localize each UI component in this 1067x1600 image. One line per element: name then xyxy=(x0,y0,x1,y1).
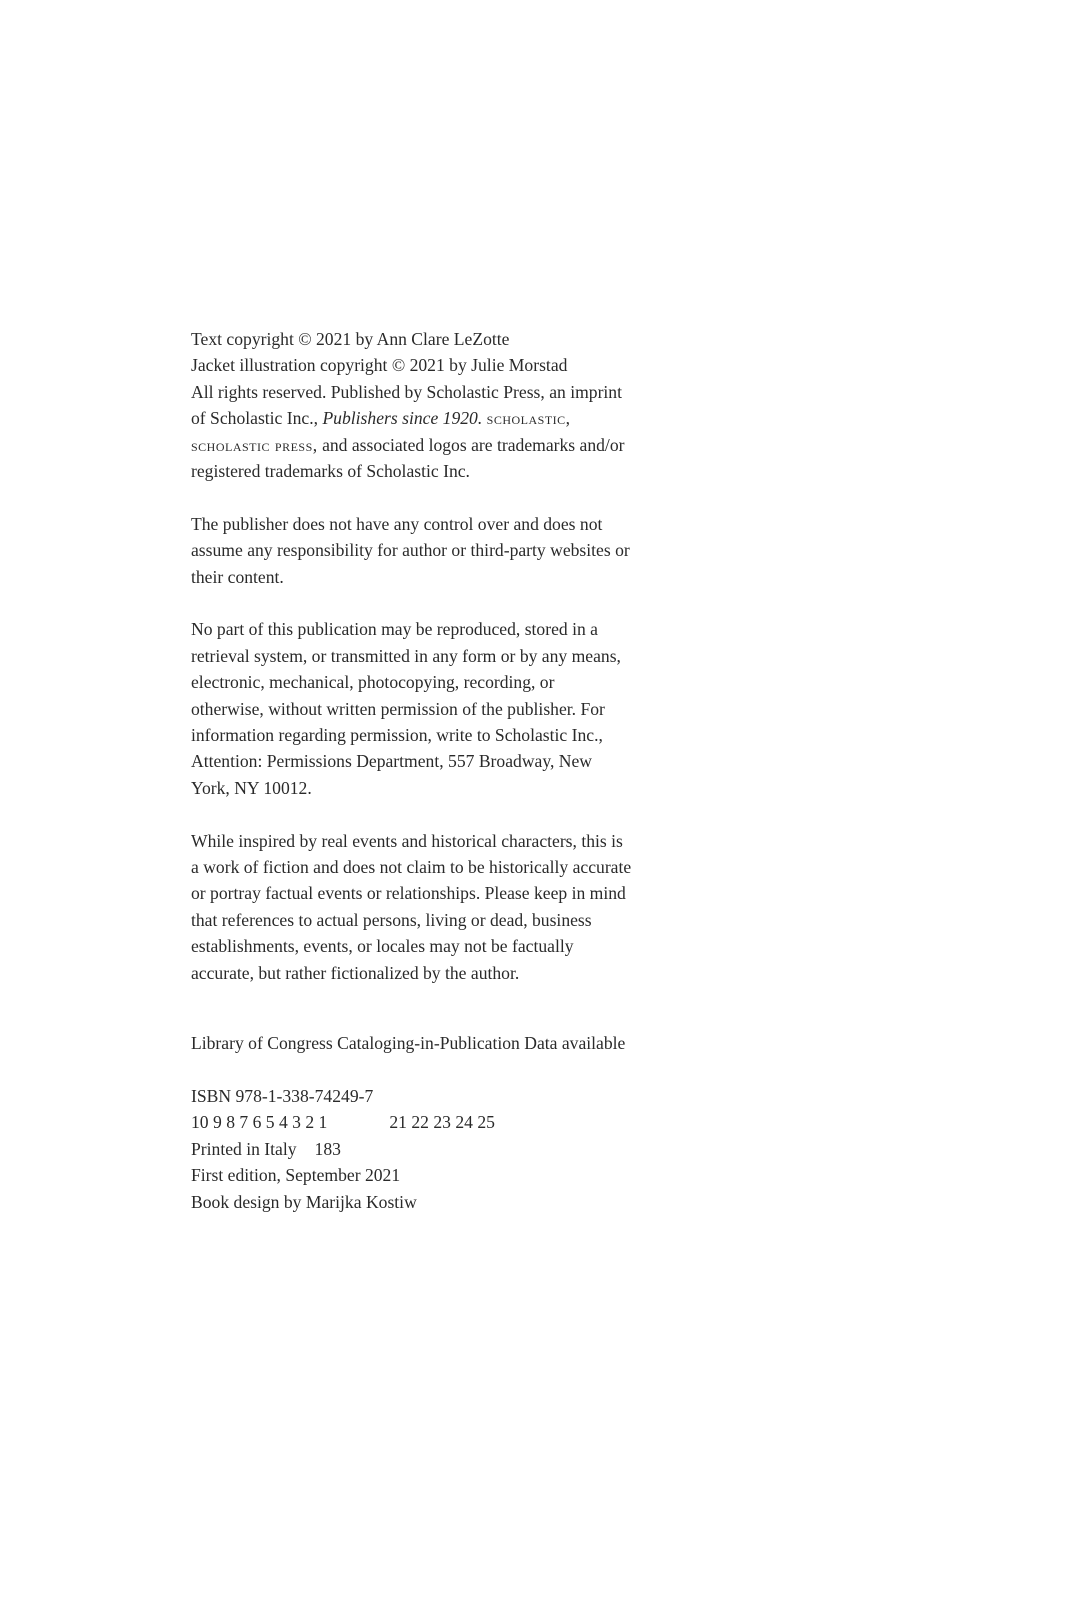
disclaimer-line: assume any responsibility for author or third-party websites or xyxy=(191,540,630,561)
fiction-notice xyxy=(191,828,671,986)
trademark-line xyxy=(191,432,671,458)
publication-details xyxy=(191,1083,671,1215)
permissions-line: electronic, mechanical, photocopying, recording, or xyxy=(191,672,555,693)
permissions-line: Attention: Permissions Department, 557 Broadway, New xyxy=(191,751,593,772)
trademark-scholastic: scholastic, xyxy=(486,408,571,429)
rights-line: All rights reserved. Published by Scholastic Press, an imprint xyxy=(191,381,622,402)
jacket-copyright-line: Jacket illustration copyright © 2021 by Julie Morstad xyxy=(191,355,568,376)
text-copyright-line: Text copyright © 2021 by Ann Clare LeZotte xyxy=(191,329,510,349)
cip-line: Library of Congress Cataloging-in-Publication Data available xyxy=(191,1033,626,1054)
website-disclaimer xyxy=(191,511,671,590)
printed-code: 183 xyxy=(314,1138,341,1159)
trademark-scholastic-press: scholastic press, xyxy=(191,434,318,455)
year-numbers: 21 22 23 24 25 xyxy=(389,1112,495,1133)
edition-line: First edition, September 2021 xyxy=(191,1165,401,1186)
permissions-line: otherwise, without written permission of the publisher. For xyxy=(191,698,605,719)
fiction-line: or portray factual events or relationships. Please keep in mind xyxy=(191,883,626,904)
permissions-line: retrieval system, or transmitted in any form or by any means, xyxy=(191,645,621,666)
printed-in-line xyxy=(191,1136,671,1162)
disclaimer-line: their content. xyxy=(191,566,284,587)
copyright-notice xyxy=(191,326,671,484)
permissions-notice xyxy=(191,616,671,801)
publisher-tagline: Publishers since 1920. xyxy=(322,408,483,429)
permissions-line: York, NY 10012. xyxy=(191,777,312,798)
publisher-line xyxy=(191,405,671,431)
registered-trademark-line: registered trademarks of Scholastic Inc. xyxy=(191,461,470,482)
copyright-page xyxy=(191,326,671,1215)
fiction-line: accurate, but rather fictionalized by the author. xyxy=(191,962,520,983)
disclaimer-line: The publisher does not have any control over and does not xyxy=(191,513,603,534)
fiction-line: While inspired by real events and historical characters, this is xyxy=(191,830,623,851)
trademark-text: and associated logos are trademarks and/or xyxy=(317,434,625,455)
fiction-line: that references to actual persons, living or dead, business xyxy=(191,909,592,930)
cip-notice xyxy=(191,1030,671,1056)
design-credit: Book design by Marijka Kostiw xyxy=(191,1191,417,1212)
permissions-line: No part of this publication may be reproduced, stored in a xyxy=(191,619,598,640)
isbn: ISBN 978-1-338-74249-7 xyxy=(191,1085,374,1106)
permissions-line: information regarding permission, write to Scholastic Inc., xyxy=(191,725,603,746)
printing-numbers: 10 9 8 7 6 5 4 3 2 1 xyxy=(191,1112,328,1133)
printed-in: Printed in Italy xyxy=(191,1138,297,1159)
fiction-line: establishments, events, or locales may not be factually xyxy=(191,936,574,957)
publisher-text: of Scholastic Inc., xyxy=(191,408,323,429)
printing-line xyxy=(191,1109,671,1135)
fiction-line: a work of fiction and does not claim to be historically accurate xyxy=(191,857,632,878)
